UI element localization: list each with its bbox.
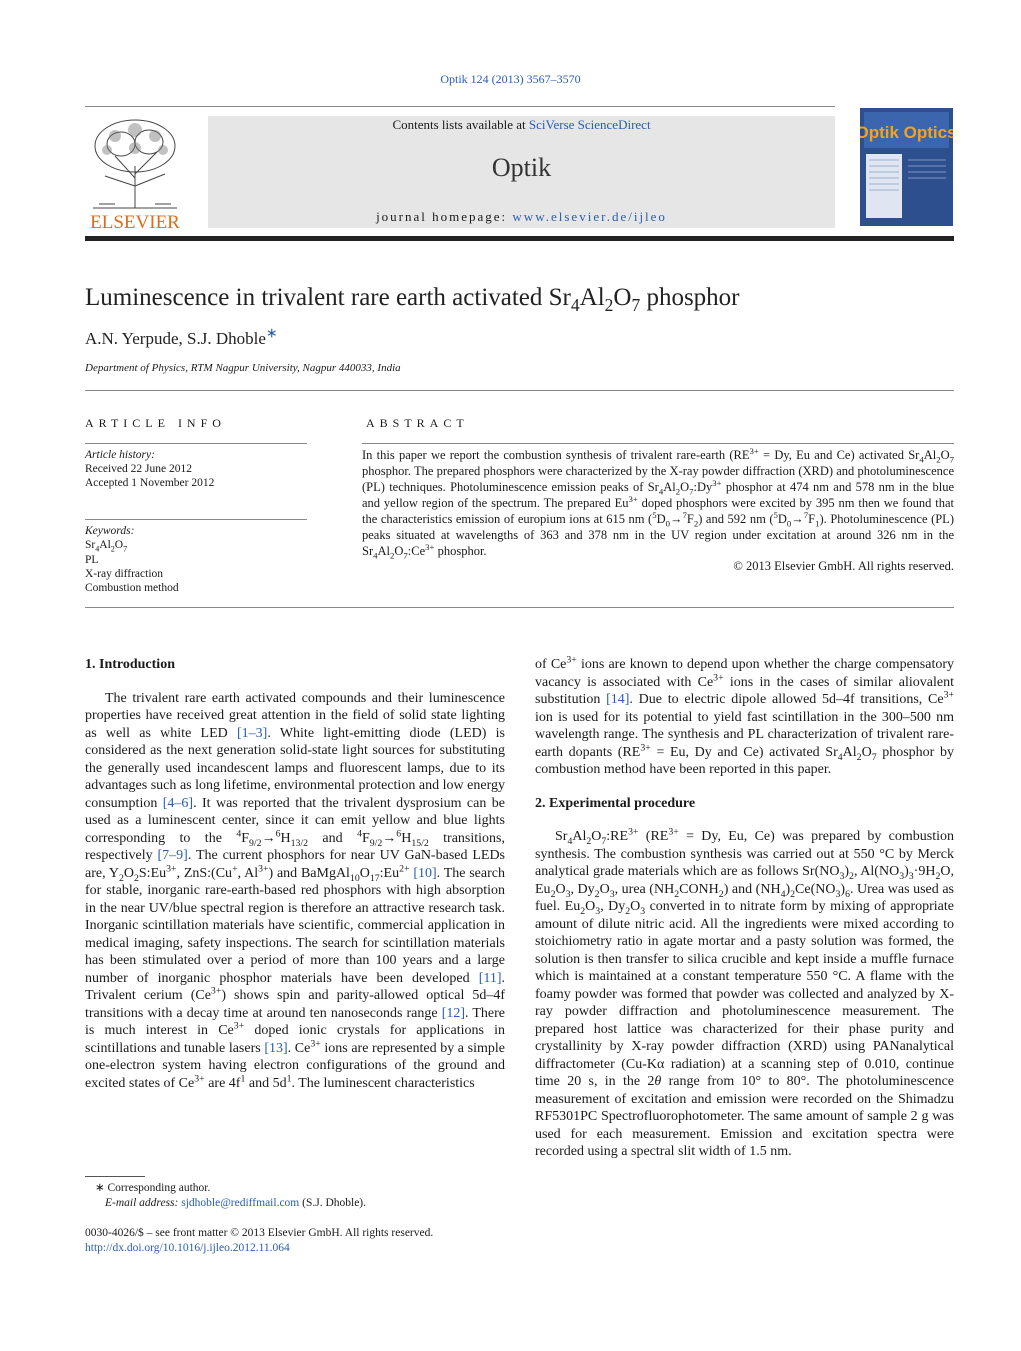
doi-link[interactable]: http://dx.doi.org/10.1016/j.ijleo.2012.11.064: [85, 1242, 290, 1254]
experimental-paragraph: $Sr_4Al_2O_7:RE^{3+}$ ($RE^{3+} = Dy$, Eu, Ce) was prepared by combustion synthesis. The combustion synthesis was carried out at 550 °C by Merck analytical grade materials which are as follows $Sr(NO_3)_2$, $Al(NO_3)_3\cdot 9H_2O$, $Eu_2O_3$, $Dy_2O_3$, urea $(NH_2CONH_2)$ and $(NH_4)_2Ce(NO_3)_6$. Urea was used as fuel. $Eu_2O_3$, $Dy_2O_3$ converted in to nitrate form by mixing of appropriate amount of dilute nitric acid. All the ingredients were mixed according to stoichiometry ratio in agate mortar and a pasty solution was formed, the solution is then transfer to silica crucible and kept inside a muffle furnace which is maintained at a constant temperature 550 °C. A flame with the foamy powder was formed that powder was collected and analyzed by X-ray powder diffraction and photoluminescence measurement. The prepared host lattice was characterized for their phase purity and crystallinity by X-ray powder diffraction (XRD) using PANanalytical diffractometer (Cu-Kα radiation) at a scanning step of 0.010, continue time 20 s, in the 2θ range from 10° to 80°. The photoluminescence measurement of excitation and emission were recorded on the Shimadzu RF5301PC Spectrofluorophotometer. The same amount of sample 2 g was used for each measurement. Emission and excitation spectra were recorded using a spectral slit width of 1.5 nm.: [535, 826, 954, 1159]
abstract-text: In this paper we report the combustion synthesis of trivalent rare-earth ($RE^{3+} = Dy$, Eu and Ce) activated $Sr_4Al_2O_7$ phosphor. The prepared phosphors were characterized by the X-ray powder diffraction (XRD) and photoluminescence (PL) techniques. Photoluminescence emission peaks of $Sr_4Al_2O_7:Dy^{3+}$ phosphor at 474 nm and 578 nm in the blue and yellow region of the spectrum. The prepared $Eu^{3+}$ doped phosphors were excited by 395 nm then we found that the characteristics emission of europium ions at 615 nm $(^5D_0\to^7F_2)$ and 592 nm $(^5D_0\to^7F_1)$. Photoluminescence (PL) peaks situated at wavelengths of 363 and 378 nm in the UV region under excitation at around 326 nm in the $Sr_4Al_2O_7:Ce^{3+}$ phosphor.: [362, 445, 955, 561]
abstract-bottom-rule: [85, 607, 954, 608]
homepage-link[interactable]: www.elsevier.de/ijleo: [512, 209, 667, 224]
section-heading-introduction: 1. Introduction: [85, 657, 175, 672]
front-matter: [85, 1226, 433, 1256]
homepage-prefix: journal homepage:: [376, 209, 513, 224]
reference-link[interactable]: [14]: [606, 692, 630, 707]
author-names: A.N. Yerpude, S.J. Dhoble: [85, 329, 266, 348]
reference-link[interactable]: [13]: [264, 1040, 288, 1056]
footnote: [85, 1181, 366, 1211]
article-info-rule: [85, 443, 307, 444]
header-rule: [85, 106, 835, 107]
abstract-copyright: © 2013 Elsevier GmbH. All rights reserved.: [733, 559, 954, 573]
reference-link[interactable]: [10]: [413, 865, 437, 881]
keyword-item: X-ray diffraction: [85, 567, 164, 580]
corresponding-author-mark[interactable]: ∗: [265, 326, 278, 342]
body-column-left: [85, 656, 505, 1092]
article-history: [85, 448, 214, 490]
contents-prefix: Contents lists available at: [392, 117, 529, 132]
journal-cover: [860, 108, 953, 226]
reference-link[interactable]: [4–6]: [162, 795, 194, 811]
history-label: Article history:: [85, 449, 155, 461]
article-info-heading: ARTICLE INFO: [85, 416, 226, 430]
received-date: Received 22 June 2012: [85, 463, 192, 475]
keywords-label: Keywords:: [85, 525, 135, 537]
reference-link[interactable]: [11]: [478, 970, 502, 986]
elsevier-tree-icon: [85, 116, 185, 232]
footnote-rule: [85, 1176, 145, 1177]
keyword-item: Combustion method: [85, 582, 179, 595]
introduction-continued: of $Ce^{3+}$ ions are known to depend upon whether the charge compensatory vacancy is associated with $Ce^{3+}$ ions in the cases of similar aliovalent substitution [14]. Due to electric dipole allowed 5d–4f transitions, $Ce^{3+}$ ion is used for its potential to yield fast scintillation in the 300–500 nm wavelength range. The synthesis and PL characterization of trivalent rare-earth dopants ($RE^{3+} = Eu$, Dy and Ce) activated $Sr_4Al_2O_7$ phosphor by combustion method have been reported in this paper.: [535, 654, 954, 777]
reference-link[interactable]: [1–3]: [237, 725, 268, 741]
homepage-line: [208, 209, 835, 225]
abstract-rule: [362, 443, 954, 444]
elsevier-logo: [85, 116, 185, 232]
abstract-heading: ABSTRACT: [366, 416, 469, 430]
email-label: E-mail address:: [105, 1197, 182, 1209]
email-link[interactable]: sjdhoble@rediffmail.com: [181, 1197, 300, 1209]
corresponding-author-note: ∗ Corresponding author.: [95, 1182, 211, 1194]
body-column-right: [535, 656, 954, 1161]
issn-line: 0030-4026/$ – see front matter © 2013 Elsevier GmbH. All rights reserved.: [85, 1227, 434, 1239]
keyword-item: PL: [85, 553, 99, 566]
keywords: [85, 524, 179, 595]
contents-line: [208, 117, 835, 133]
title-rule: [85, 390, 954, 391]
header-thick-rule: [85, 236, 954, 241]
article-title: Luminescence in trivalent rare earth activated $Sr_4Al_2O_7$ phosphor: [85, 284, 740, 315]
reference-link[interactable]: [7–9]: [157, 848, 188, 863]
accepted-date: Accepted 1 November 2012: [85, 477, 215, 489]
affiliation: Department of Physics, RTM Nagpur University, Nagpur 440033, India: [85, 362, 401, 374]
journal-name: Optik: [491, 153, 552, 182]
email-line: [85, 1196, 366, 1211]
journal-citation[interactable]: Optik 124 (2013) 3567–3570: [440, 72, 581, 86]
email-suffix: (S.J. Dhoble).: [299, 1197, 367, 1209]
elsevier-wordmark: ELSEVIER: [90, 212, 180, 232]
section-heading-experimental: 2. Experimental procedure: [535, 795, 696, 811]
keyword-item: $Sr_4Al_2O_7$: [85, 539, 128, 554]
authors: [85, 326, 278, 349]
sciencedirect-link[interactable]: SciVerse ScienceDirect: [528, 117, 651, 132]
keywords-rule: [85, 519, 307, 520]
reference-link[interactable]: [12]: [441, 1005, 466, 1021]
cover-title: Optik Optics: [860, 123, 953, 142]
introduction-paragraph: The trivalent rare earth activated compounds and their luminescence properties have received great attention in the field of solid state lighting as well as white LED [1–3]. White light-emitting diode (LED) is considered as the next generation solid-state light sources for substituting the generally used incandescent lamps and fluorescent lamps, due to its advantages such as long lifetime, environmental protection and low energy consumption [4–6]. It was reported that the trivalent dysprosium can be used as a luminescent center, since it can emit yellow and blue lights corresponding to the $^4F_{9/2}\to^6H_{13/2}$ and $^4F_{9/2}\to^6H_{15/2}$ transitions, respectively [7–9]. The current phosphors for near UV GaN-based LEDs are, $Y_2O_2S:Eu^{3+}$, ZnS:(Cu+, $Al^{3+}$) and $BaMgAl_{10}O_{17}:Eu^{2+}$ [10]. The search for stable, inorganic rare-earth-based red phosphors with high absorption in the near UV/blue spectral region is therefore an attractive research task. Inorganic scintillation materials have scientific, commercial application in medical imaging, safety inspections. The search for scintillation materials has been stimulated over a period of more than 100 years and a large number of inorganic phosphor materials have been developed [11]. Trivalent cerium $(Ce^{3+})$ shows spin and parity-allowed optical 5d–4f transitions with a decay time at around ten nanoseconds range [12]. There is much interest in $Ce^{3+}$ doped ionic crystals for applications in scintillations and tunable lasers [13]. $Ce^{3+}$ ions are represented by a simple one-electron system having electron configurations of the ground and excited states of $Ce^{3+}$ are $4f^1$ and $5d^1$. The luminescent characteristics: [85, 690, 506, 1091]
cover-image: [860, 108, 953, 226]
